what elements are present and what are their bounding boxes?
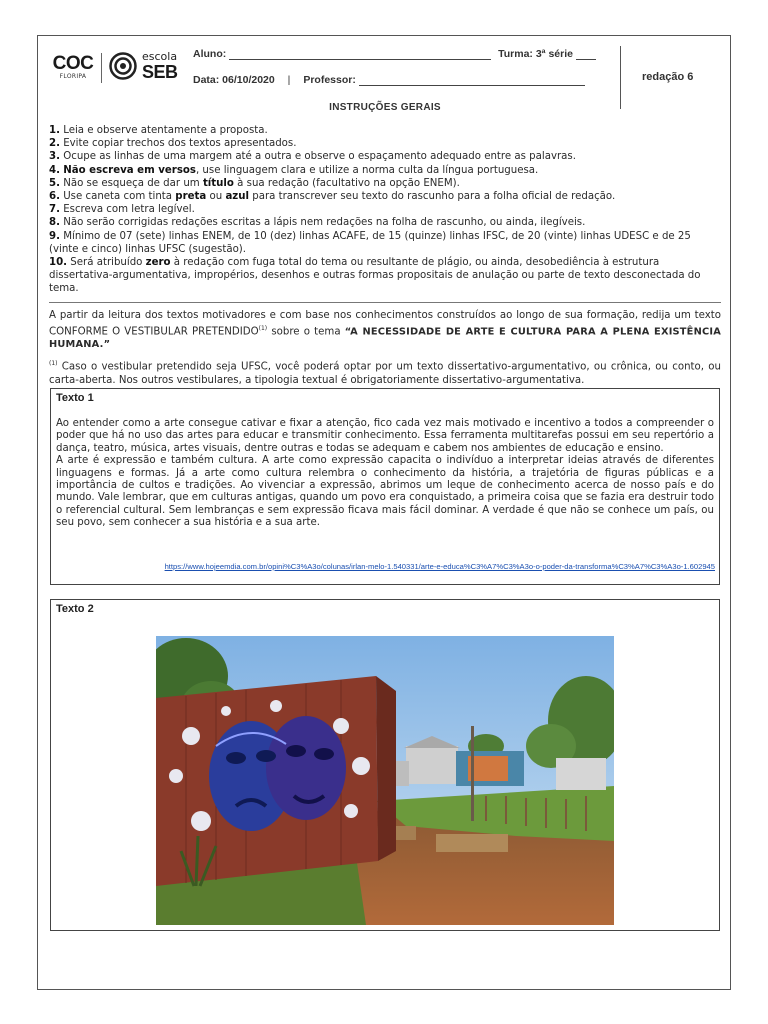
seb-logo-top: escola	[142, 50, 178, 63]
instruction-text: à sua redação (facultativo na opção ENEM).	[233, 177, 460, 189]
instruction-text: Leia e observe atentamente a proposta.	[59, 125, 268, 136]
data-line	[193, 74, 585, 86]
header-divider	[620, 46, 621, 109]
date-label: Data: 06/10/2020	[193, 74, 275, 86]
instruction-text: ou	[206, 191, 226, 203]
redacao-label: redação 6	[642, 71, 694, 83]
instruction-number: 8.	[49, 217, 60, 229]
texto2-title: Texto 2	[56, 603, 94, 615]
prompt-footnote-mark: (1)	[258, 324, 268, 332]
instruction-emphasis: preta	[175, 191, 207, 203]
instruction-item	[49, 190, 721, 203]
instructions-list	[49, 124, 721, 296]
instruction-item	[49, 203, 721, 216]
seb-logo-main: SEB	[142, 62, 178, 82]
instruction-text: Use caneta com tinta	[59, 191, 176, 203]
coc-logo-text: COC	[52, 53, 94, 74]
note-footnote-mark: (1)	[49, 360, 58, 367]
instruction-number: 5.	[49, 177, 60, 189]
instruction-text: Não serão corrigidas redações escritas a lápis nem redações na folha de rascunho, ou ainda, ilegíveis.	[59, 217, 586, 229]
instruction-item	[49, 256, 721, 296]
instruction-number: 9.	[49, 230, 60, 242]
instruction-item	[49, 150, 721, 163]
instruction-text: Evite copiar trechos dos textos apresentados.	[59, 138, 297, 150]
prompt-mid: sobre o tema	[267, 325, 345, 337]
instruction-text: Não se esqueça de dar um	[59, 177, 203, 189]
instruction-text: , use linguagem clara e utilize a norma culta da língua portuguesa.	[195, 164, 539, 176]
texto1-paragraph-1: Ao entender como a arte consegue cativar e fixar a atenção, fico cada vez mais motivado e incentivo a todos a compreender o poder que há no uso das artes para educar e transmitir conhecimento. Essa ferramenta multitarefas possui em seu repertório a dança, teatro, música, artes visuais, dentre outras e todas se adequam e cabem nos ambientes de educação e ensino.	[56, 418, 714, 454]
theater-masks-mural-photo	[156, 636, 614, 925]
instruction-item	[49, 230, 721, 256]
instruction-item	[49, 137, 721, 150]
instruction-emphasis: título	[202, 177, 234, 189]
instruction-number: 1.	[49, 125, 60, 136]
prompt-text: A partir da leitura dos textos motivadores e com base nos conhecimentos construídos ao longo de sua formação, redija um texto CONFORME O VESTIBULAR PRETENDIDO	[49, 310, 721, 337]
instruction-text: Escreva com letra legível.	[59, 204, 195, 216]
texto1-paragraph-2: A arte é expressão e também cultura. A arte como expressão capacita o indivíduo a interpretar ideias através de diferentes linguagens e formas. Já a arte como cultura relembra o conhecimento da história, a trajetória de figuras públicas e a importância de cultos e tradições. Ao vivenciar a expressão, abrimos um leque de conhecimento acerca de nosso país e do mundo. Vale lembrar, que em culturas antigas, quando um povo era conquistado, a primeira coisa que se fazia era destruir todo o referencial cultural. Sem lembranças e sem expressão ficava mais fácil dominar. A verdade é que não se conhece um país, ou seu povo, sem conhecer a sua história e a sua arte.	[56, 455, 714, 529]
professor-field[interactable]	[359, 75, 585, 86]
texto1-source-link[interactable]: https://www.hojeemdia.com.br/opini%C3%A3o/colunas/irlan-melo-1.540331/arte-e-educa%C3%A7%C3%A3o-o-poder-da-transforma%C3%A7%C3%A3o-1.602945	[164, 562, 715, 571]
logo-divider	[101, 53, 102, 83]
instruction-number: 6.	[49, 191, 60, 203]
instruction-number: 7.	[49, 204, 60, 216]
seb-logo	[109, 51, 179, 85]
texto2-box	[50, 599, 720, 931]
instruction-text: Mínimo de 07 (sete) linhas ENEM, de 10 (dez) linhas ACAFE, de 15 (quinze) linhas IFSC, de 20 (vinte) linhas UDESC e de 25 (vinte e cinco) linhas UFSC (sugestão).	[49, 230, 691, 255]
turma-field[interactable]	[576, 49, 596, 60]
instructions-title: INSTRUÇÕES GERAIS	[329, 102, 441, 113]
instruction-emphasis: zero	[145, 257, 171, 269]
prompt-theme: “A NECESSIDADE DE ARTE E CULTURA PARA A PLENA EXISTÊNCIA HUMANA.”	[49, 325, 721, 350]
essay-prompt	[49, 310, 721, 351]
instruction-item	[49, 124, 721, 137]
note-text: Caso o vestibular pretendido seja UFSC, você poderá optar por um texto dissertativo-argumentativo, ou crônica, ou conto, ou carta-aberta. Nos outros vestibulares, a tipologia textual é obrigatoriamente dissertativo-argumentativa.	[49, 361, 721, 386]
instruction-text: Ocupe as linhas de uma margem até a outra e observe o espaçamento adequado entre as palavras.	[59, 151, 576, 163]
section-divider	[49, 302, 721, 303]
instruction-item	[49, 164, 721, 177]
instruction-number: 2.	[49, 138, 60, 150]
instruction-text: para transcrever seu texto do rascunho para a folha oficial de redação.	[249, 191, 616, 203]
instruction-item	[49, 216, 721, 229]
instruction-number: 10.	[49, 257, 68, 269]
texto1-box	[50, 388, 720, 585]
instruction-emphasis: Não escreva em versos	[63, 164, 196, 176]
instruction-number: 4.	[49, 164, 60, 176]
prompt-note	[49, 357, 721, 387]
aluno-label: Aluno:	[193, 48, 227, 60]
aluno-field[interactable]	[229, 49, 491, 60]
turma-label: Turma: 3ª série	[498, 48, 573, 60]
aluno-line	[193, 48, 596, 60]
instruction-text: à redação com fuga total do tema ou resultante de plágio, ou ainda, desobediência à estrutura dissertativa-argumentativa, impropérios, desenhos e outras formas propositais de anulação ou parte de texto desconectada do tema.	[49, 257, 701, 295]
instruction-text: Será atribuído	[67, 257, 146, 269]
coc-logo	[50, 54, 96, 80]
worksheet-page	[37, 35, 731, 990]
texto1-body	[56, 418, 714, 530]
coc-logo-subtext: FLORIPA	[59, 73, 87, 80]
instruction-item	[49, 177, 721, 190]
header-pipe: |	[287, 74, 291, 86]
texto1-title: Texto 1	[56, 392, 94, 404]
seb-circle-icon	[109, 52, 137, 80]
professor-label: Professor:	[303, 74, 356, 86]
instruction-emphasis: azul	[225, 191, 249, 203]
instruction-number: 3.	[49, 151, 60, 163]
